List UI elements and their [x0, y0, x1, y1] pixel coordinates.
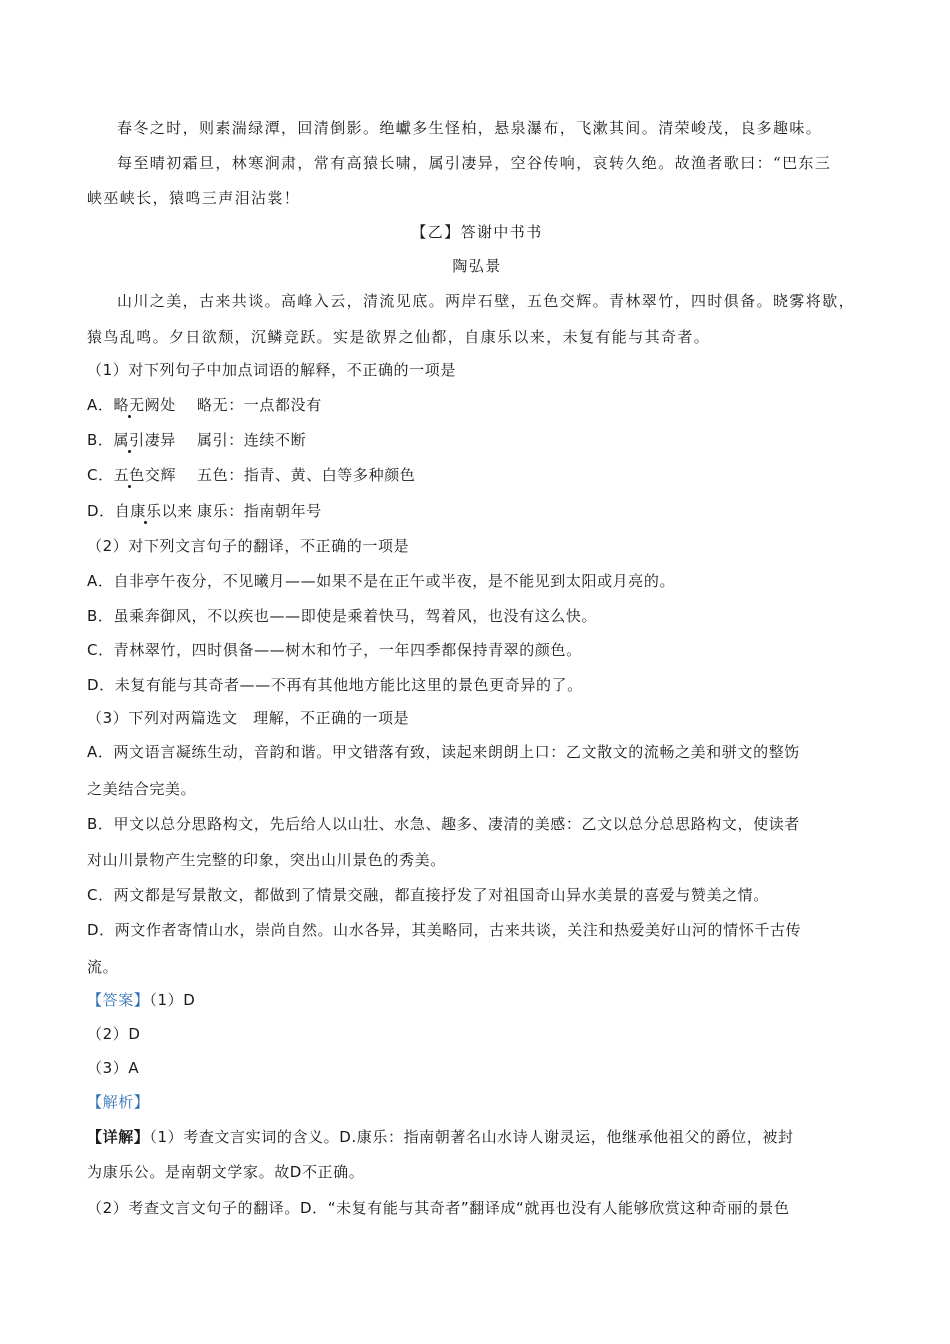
q1-option-a: A．略无阙处 略无：一点都没有 [87, 396, 322, 414]
answer-3: （3）A [87, 1059, 140, 1077]
q3-option-a-line-2: 之美结合完美。 [87, 780, 197, 798]
answer-label: 【答案】 [87, 991, 150, 1009]
q2-option-d: D．未复有能与其奇者——不再有其他地方能比这里的景色更奇异的了。 [87, 676, 583, 694]
jia-paragraph-2-line-1: 每至晴初霜旦，林寒涧肃，常有高猿长啸，属引凄异，空谷传响，哀转久绝。故渔者歌曰：“巴东三 [117, 154, 832, 172]
analysis-label: 【解析】 [87, 1093, 150, 1111]
q3-stem: （3）下列对两篇选文 理解，不正确的一项是 [87, 709, 410, 727]
analysis-paragraph-2-line-1: （2）考查文言文句子的翻译。D．“未复有能与其奇者”翻译成“就再也没有人能够欣赏这种奇丽的景色 [87, 1199, 790, 1217]
q3-option-b-line-1: B．甲文以总分思路构文，先后给人以山壮、水急、趣多、凄清的美感：乙文以总分总思路构文，使读者 [87, 815, 800, 833]
yi-line-1: 山川之美，古来共谈。高峰入云，清流见底。两岸石壁，五色交辉。青林翠竹，四时俱备。晓雾将歇， [117, 292, 856, 310]
detail-label: 【详解】 [87, 1128, 150, 1146]
q1-option-b: B．属引凄异 属引：连续不断 [87, 431, 307, 449]
q1-option-a-explanation: 略无：一点都没有 [197, 396, 322, 414]
q2-option-b: B．虽乘奔御风，不以疾也——即使是乘着快马，驾着风，也没有这么快。 [87, 607, 598, 625]
q1-stem: （1）对下列句子中加点词语的解释，不正确的一项是 [87, 361, 456, 379]
q1-option-c: C．五色交辉 五色：指青、黄、白等多种颜色 [87, 466, 416, 484]
q3-option-b-line-2: 对山川景物产生完整的印象，突出山川景色的秀美。 [87, 851, 446, 869]
q3-option-d-line-1: D．两文作者寄情山水，崇尚自然。山水各异，其美略同，古来共谈，关注和热爱美好山河的情怀千古传 [87, 921, 802, 939]
analysis-paragraph-1-line-1: 【详解】（1）考查文言实词的含义。D.康乐：指南朝著名山水诗人谢灵运，他继承他祖父的爵位，被封 [87, 1128, 794, 1146]
answer-row [87, 990, 195, 1010]
q1-option-c-explanation: 五色：指青、黄、白等多种颜色 [197, 466, 416, 484]
answer-1: （1）D [149, 991, 196, 1009]
q2-option-a: A．自非亭午夜分，不见曦月——如果不是在正午或半夜，是不能见到太阳或月亮的。 [87, 572, 676, 590]
yi-title: 【乙】答谢中书书 [411, 223, 543, 241]
q3-option-a-line-1: A．两文语言凝练生动，音韵和谐。甲文错落有致，读起来朗朗上口：乙文散文的流畅之美和骈文的整饬 [87, 743, 800, 761]
q1-option-b-explanation: 属引：连续不断 [197, 431, 307, 449]
jia-paragraph-2-line-2: 峡巫峡长，猿鸣三声泪沾裳！ [87, 189, 301, 207]
dotted-word: 略无 [113, 396, 145, 414]
q1-option-d: D．自康乐以来 康乐：指南朝年号 [87, 502, 322, 520]
jia-paragraph-1: 春冬之时，则素湍绿潭，回清倒影。绝巘多生怪柏，悬泉瀑布，飞漱其间。清荣峻茂，良多趣味。 [117, 119, 823, 137]
answer-2: （2）D [87, 1025, 141, 1043]
q3-option-c: C．两文都是写景散文，都做到了情景交融，都直接抒发了对祖国奇山异水美景的喜爱与赞美之情。 [87, 886, 769, 904]
q2-option-c: C．青林翠竹，四时俱备——树木和竹子，一年四季都保持青翠的颜色。 [87, 641, 582, 659]
q1-option-d-explanation: 康乐：指南朝年号 [197, 502, 322, 520]
dotted-word: 属引 [113, 431, 145, 449]
q2-stem: （2）对下列文言句子的翻译，不正确的一项是 [87, 537, 410, 555]
yi-author: 陶弘景 [452, 257, 502, 275]
q3-option-d-line-2: 流。 [87, 958, 119, 976]
dotted-word: 康乐 [130, 502, 162, 520]
analysis-paragraph-1-line-2: 为康乐公。是南朝文学家。故D不正确。 [87, 1163, 365, 1181]
dotted-word: 五色 [113, 466, 145, 484]
yi-line-2: 猿鸟乱鸣。夕日欲颓，沉鳞竞跃。实是欲界之仙都，自康乐以来，未复有能与其奇者。 [87, 328, 711, 346]
